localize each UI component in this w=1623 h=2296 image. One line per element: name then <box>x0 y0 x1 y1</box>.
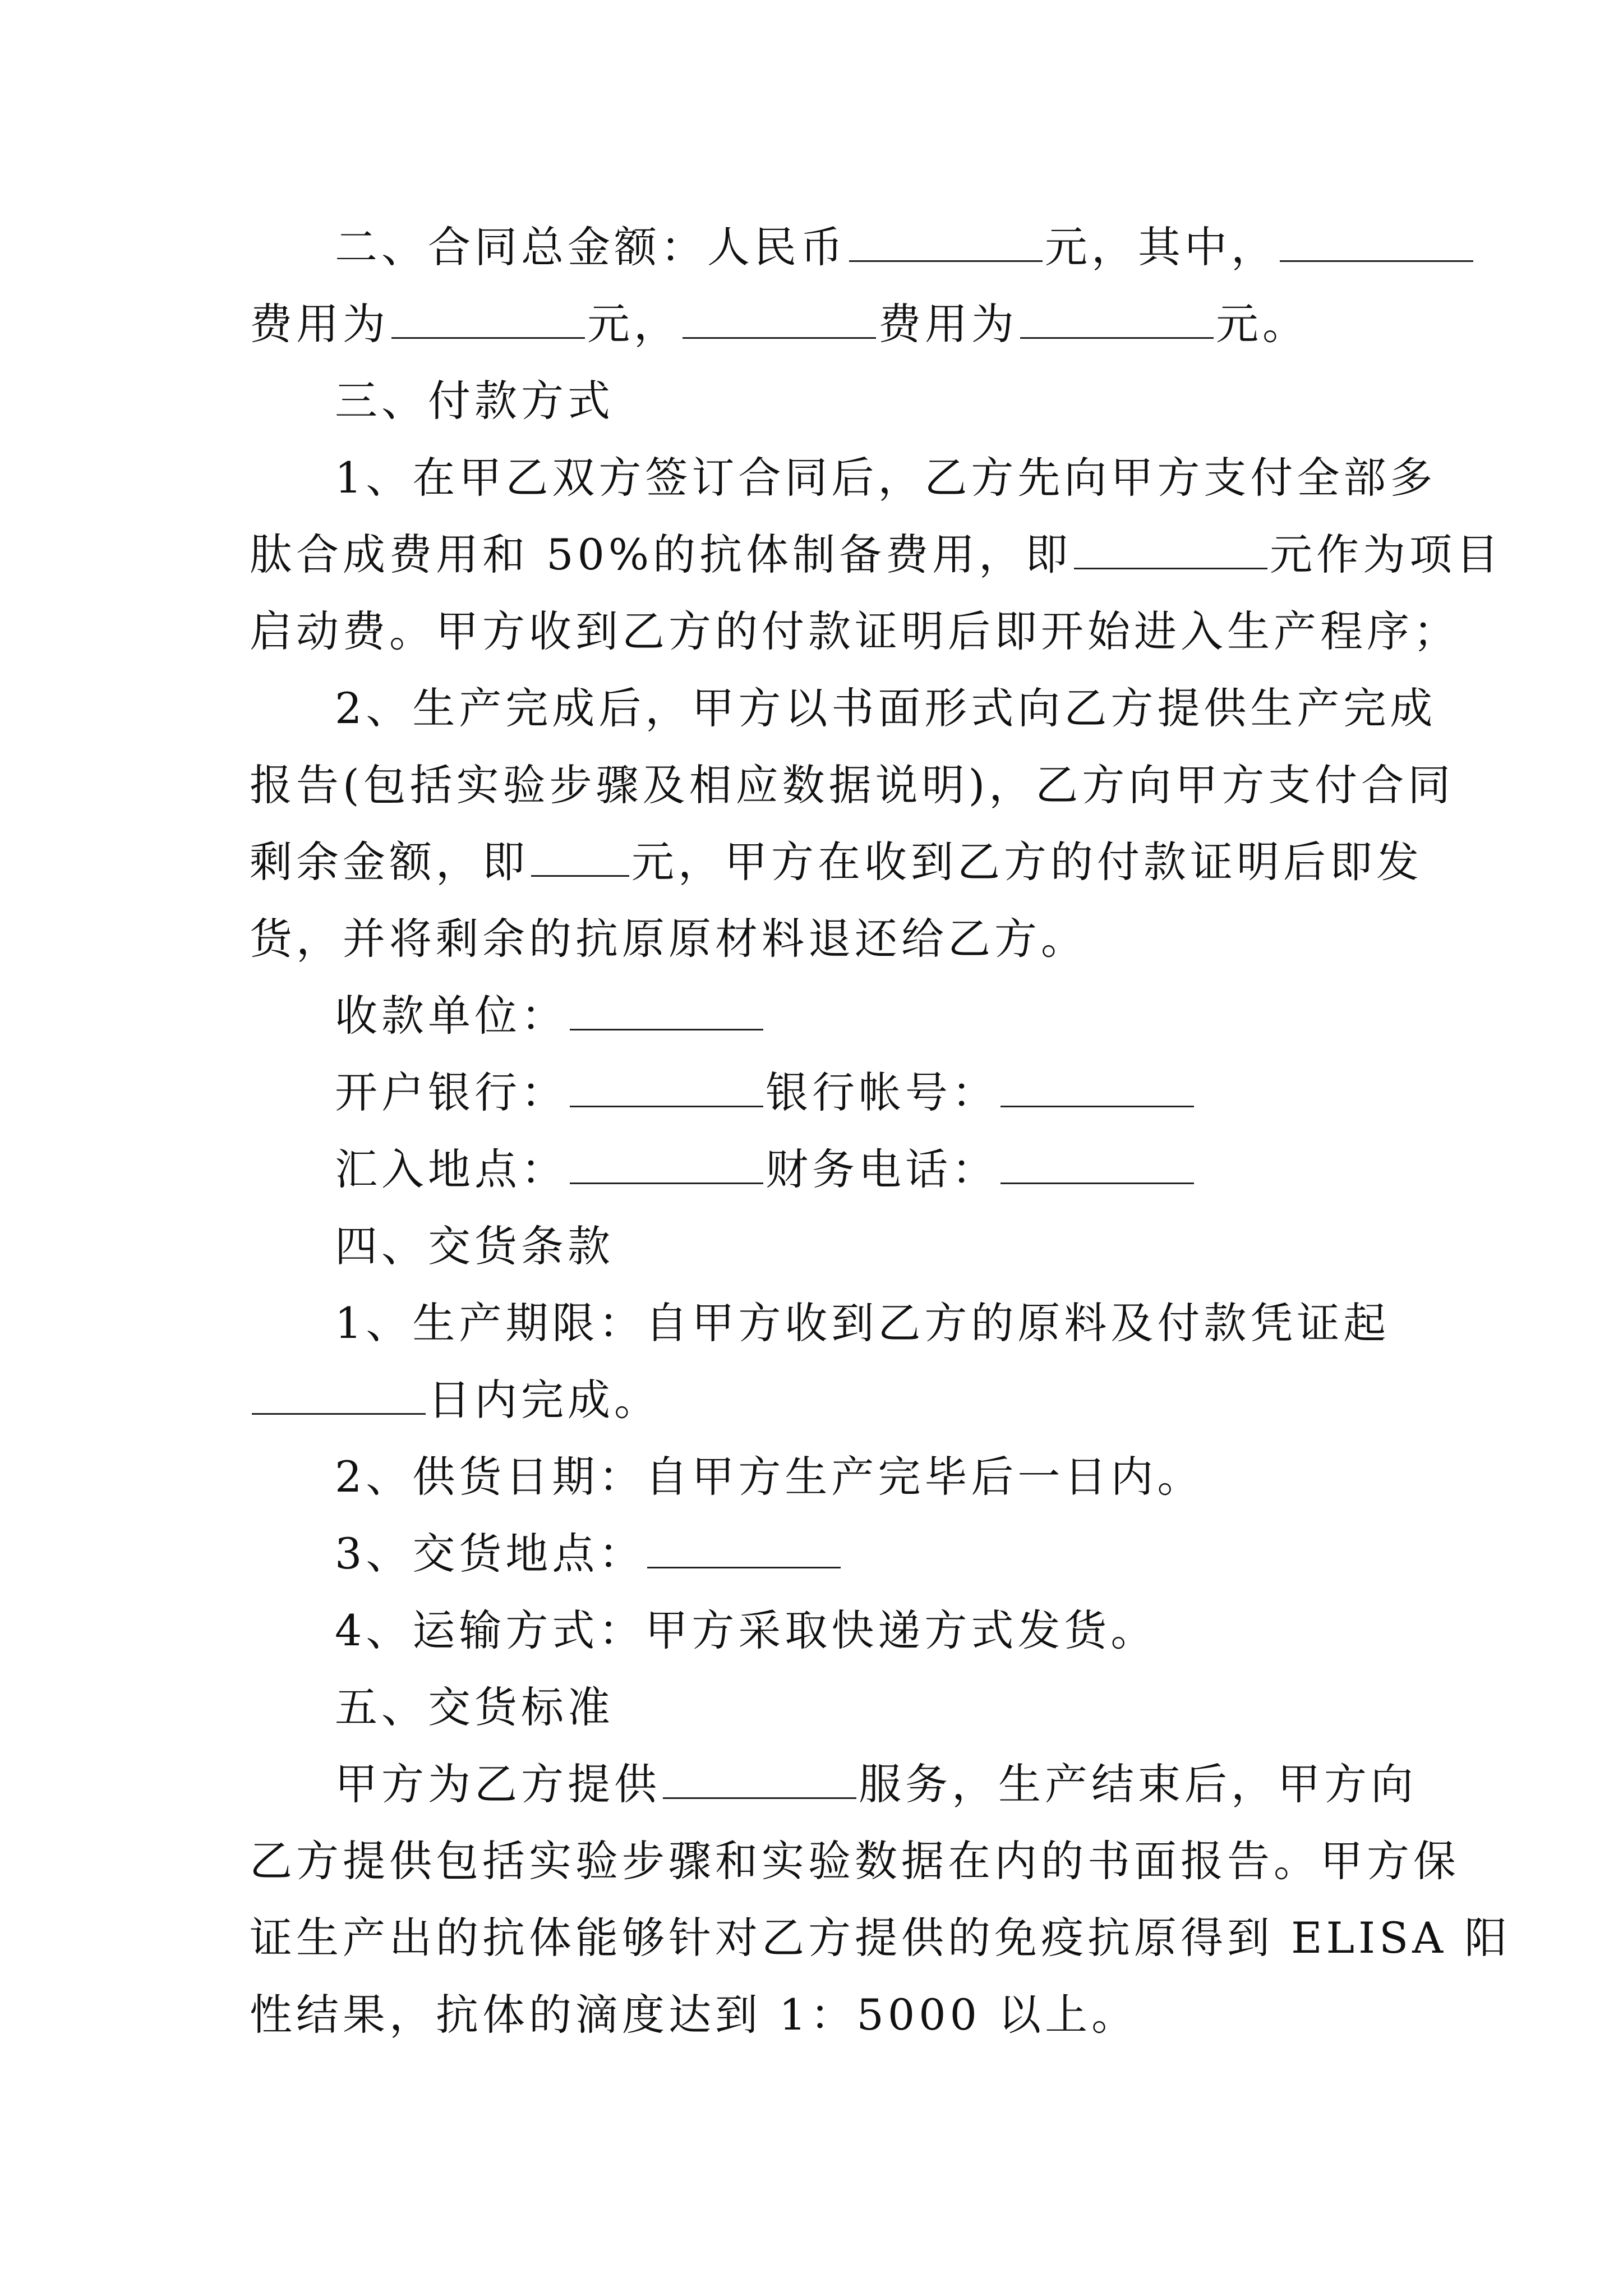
paragraph-line <box>250 1054 1382 1131</box>
text-run: 汇入地点： <box>335 1144 568 1194</box>
text-run: 元作为项目 <box>1270 530 1503 579</box>
text-run: 元。 <box>1216 299 1309 349</box>
fill-in-blank <box>391 305 585 339</box>
paragraph-line <box>250 1669 1382 1746</box>
fill-in-blank <box>570 1150 763 1184</box>
fill-in-blank <box>252 1381 426 1415</box>
paragraph-line <box>250 286 1382 362</box>
paragraph-line <box>250 516 1503 593</box>
text-run: 肽合成费用和 50%的抗体制备费用，即 <box>250 530 1072 579</box>
text-run: 收款单位： <box>335 991 568 1041</box>
paragraph-line <box>250 1515 1382 1592</box>
fill-in-blank <box>570 996 763 1030</box>
text-run: 开户银行： <box>335 1068 568 1117</box>
text-run: 财务电话： <box>766 1144 998 1194</box>
text-run: 元，甲方在收到乙方的付款证明后即发 <box>631 837 1423 887</box>
paragraph-line <box>250 439 1437 516</box>
text-run: 剩余金额，即 <box>250 837 529 887</box>
paragraph-line <box>250 1823 1460 1899</box>
text-run: 日内完成。 <box>428 1375 661 1425</box>
paragraph-line <box>250 1131 1382 1208</box>
text-run: 五、交货标准 <box>335 1682 614 1732</box>
fill-in-blank <box>570 1073 763 1107</box>
paragraph-line <box>250 362 1382 439</box>
paragraph-line <box>250 1976 1382 2053</box>
text-run: 货，并将剩余的抗原原材料退还给乙方。 <box>250 914 1087 964</box>
paragraph-line <box>250 670 1437 747</box>
text-run: 乙方提供包括实验步骤和实验数据在内的书面报告。甲方保 <box>250 1836 1460 1886</box>
fill-in-blank <box>1074 535 1267 569</box>
text-run: 费用为 <box>878 299 1018 349</box>
text-run: 银行帐号： <box>766 1068 998 1117</box>
fill-in-blank <box>683 305 876 339</box>
paragraph-line <box>250 747 1455 823</box>
paragraph-line <box>250 209 1382 286</box>
text-run: 1、在甲乙双方签订合同后，乙方先向甲方支付全部多 <box>335 453 1437 503</box>
paragraph-line <box>250 593 1460 670</box>
text-run: 甲方为乙方提供 <box>335 1759 661 1809</box>
paragraph-line <box>250 1746 1417 1823</box>
text-run: 元， <box>587 299 680 349</box>
text-run: 三、付款方式 <box>335 376 614 426</box>
fill-in-blank <box>663 1765 856 1799</box>
paragraph-line <box>250 1438 1382 1515</box>
fill-in-blank <box>531 843 629 877</box>
paragraph-line <box>250 823 1423 900</box>
text-run: 启动费。甲方收到乙方的付款证明后即开始进入生产程序； <box>250 606 1460 656</box>
text-run: 2、生产完成后，甲方以书面形式向乙方提供生产完成 <box>335 683 1437 733</box>
text-run: 二、合同总金额：人民币 <box>335 222 847 272</box>
text-run: 费用为 <box>250 299 389 349</box>
paragraph-line <box>250 900 1382 977</box>
text-run: 4、运输方式：甲方采取快递方式发货。 <box>335 1605 1158 1655</box>
text-run: 3、交货地点： <box>335 1529 645 1579</box>
fill-in-blank <box>1020 305 1214 339</box>
paragraph-line <box>250 1361 1382 1438</box>
contract-text <box>250 209 1511 2053</box>
text-run: 证生产出的抗体能够针对乙方提供的免疫抗原得到 ELISA 阳 <box>250 1913 1511 1963</box>
text-run: 性结果，抗体的滴度达到 1：5000 以上。 <box>250 1990 1138 2040</box>
fill-in-blank <box>647 1534 841 1568</box>
text-run: 1、生产期限：自甲方收到乙方的原料及付款凭证起 <box>335 1298 1390 1348</box>
fill-in-blank <box>1280 228 1473 262</box>
paragraph-line <box>250 977 1382 1054</box>
text-run: 报告(包括实验步骤及相应数据说明)，乙方向甲方支付合同 <box>250 760 1455 810</box>
text-run: 元，其中， <box>1045 222 1278 272</box>
paragraph-line <box>250 1208 1382 1285</box>
text-run: 四、交货条款 <box>335 1221 614 1271</box>
fill-in-blank <box>1000 1150 1194 1184</box>
paragraph-line <box>250 1592 1382 1669</box>
fill-in-blank <box>1000 1073 1194 1107</box>
fill-in-blank <box>849 228 1043 262</box>
paragraph-line <box>250 1285 1390 1361</box>
paragraph-line <box>250 1899 1511 1976</box>
text-run: 服务，生产结束后，甲方向 <box>859 1759 1417 1809</box>
text-run: 2、供货日期：自甲方生产完毕后一日内。 <box>335 1452 1204 1502</box>
